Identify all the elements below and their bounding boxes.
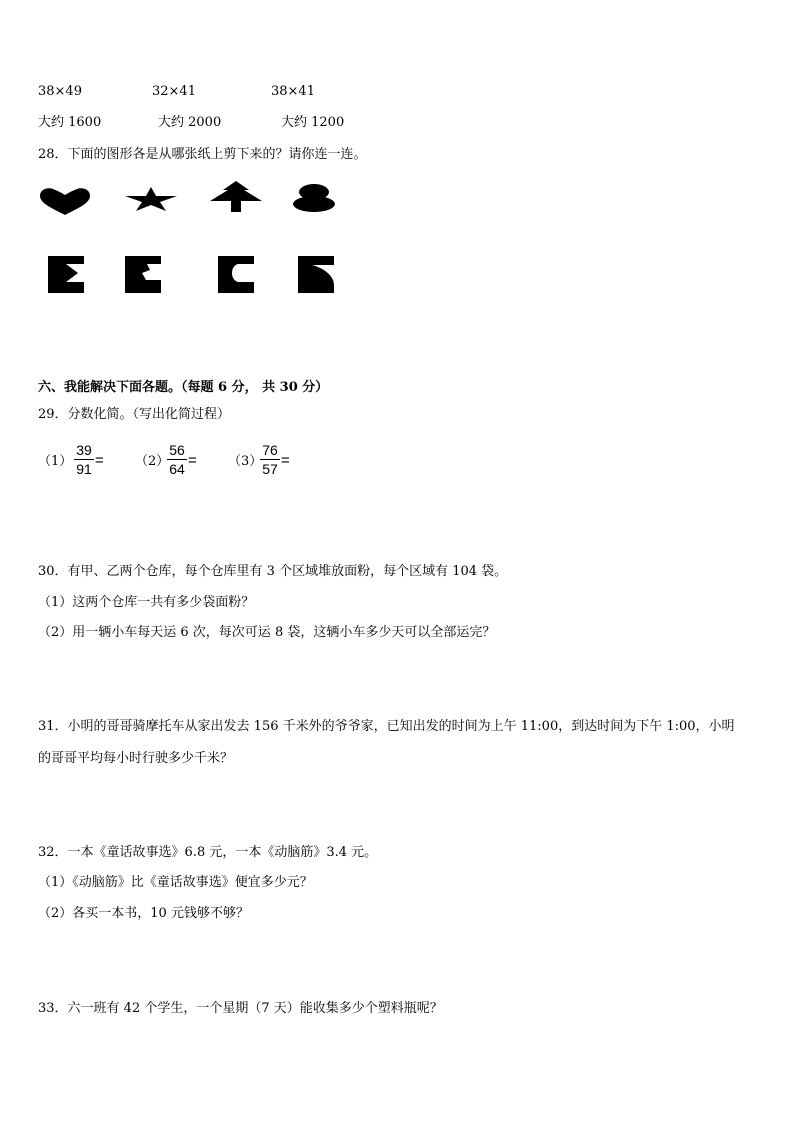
fraction-1-denominator: 91 bbox=[76, 461, 92, 477]
question-32-part-2: （2）各买一本书，10 元钱够不够？ bbox=[38, 906, 249, 921]
question-29: 29．分数化简。（写出化简过程） bbox=[38, 407, 231, 422]
question-30-part-1: （1）这两个仓库一共有多少袋面粉？ bbox=[38, 595, 255, 610]
fraction-label-1: （1） bbox=[38, 454, 73, 469]
equals-3: = bbox=[281, 452, 290, 469]
question-33: 33．六一班有 42 个学生，一个星期（7 天）能收集多少个塑料瓶呢？ bbox=[38, 1001, 443, 1016]
approximation-3: 大约 1200 bbox=[281, 115, 345, 130]
question-28: 28．下面的图形各是从哪张纸上剪下来的？请你连一连。 bbox=[38, 147, 367, 162]
fraction-3-denominator: 57 bbox=[262, 461, 278, 477]
heart-icon bbox=[38, 186, 92, 216]
expression-1: 38×49 bbox=[38, 84, 82, 99]
fraction-label-3: （3） bbox=[228, 454, 263, 469]
paper-cut-curve-icon bbox=[298, 256, 334, 293]
fraction-3 bbox=[260, 442, 280, 477]
question-32-part-1: （1）《动脑筋》比《童话故事选》便宜多少元？ bbox=[38, 875, 313, 890]
tree-icon bbox=[209, 181, 263, 213]
expression-2: 32×41 bbox=[152, 84, 196, 99]
question-32: 32．一本《童话故事选》6.8 元，一本《动脑筋》3.4 元。 bbox=[38, 845, 378, 860]
fraction-label-2: （2） bbox=[135, 454, 170, 469]
paper-cut-triangle-icon bbox=[48, 256, 84, 293]
fraction-2 bbox=[167, 442, 187, 477]
approximation-1: 大约 1600 bbox=[38, 115, 102, 130]
mushroom-icon bbox=[292, 183, 336, 213]
section-6-title: 六、我能解决下面各题。（每题 6 分， 共 30 分） bbox=[38, 380, 329, 395]
fraction-2-numerator: 56 bbox=[169, 442, 185, 458]
fraction-1-numerator: 39 bbox=[76, 442, 92, 458]
approximation-2: 大约 2000 bbox=[158, 115, 222, 130]
paper-cut-arc-icon bbox=[218, 256, 254, 293]
fraction-3-numerator: 76 bbox=[262, 442, 278, 458]
question-31-line-1: 31．小明的哥哥骑摩托车从家出发去 156 千米外的爷爷家，已知出发的时间为上午 11:00，到达时间为下午 1:00，小明 bbox=[38, 719, 735, 734]
question-31-line-2: 的哥哥平均每小时行驶多少千米？ bbox=[38, 751, 234, 766]
fraction-1 bbox=[74, 442, 94, 477]
equals-2: = bbox=[188, 452, 197, 469]
equals-1: = bbox=[95, 452, 104, 469]
fraction-2-denominator: 64 bbox=[169, 461, 185, 477]
star-icon bbox=[124, 186, 178, 212]
expression-3: 38×41 bbox=[271, 84, 315, 99]
question-30-part-2: （2）用一辆小车每天运 6 次，每次可运 8 袋，这辆小车多少天可以全部运完？ bbox=[38, 625, 496, 640]
question-30: 30．有甲、乙两个仓库，每个仓库里有 3 个区域堆放面粉，每个区域有 104 袋。 bbox=[38, 564, 508, 579]
paper-cut-zigzag-icon bbox=[125, 256, 161, 293]
